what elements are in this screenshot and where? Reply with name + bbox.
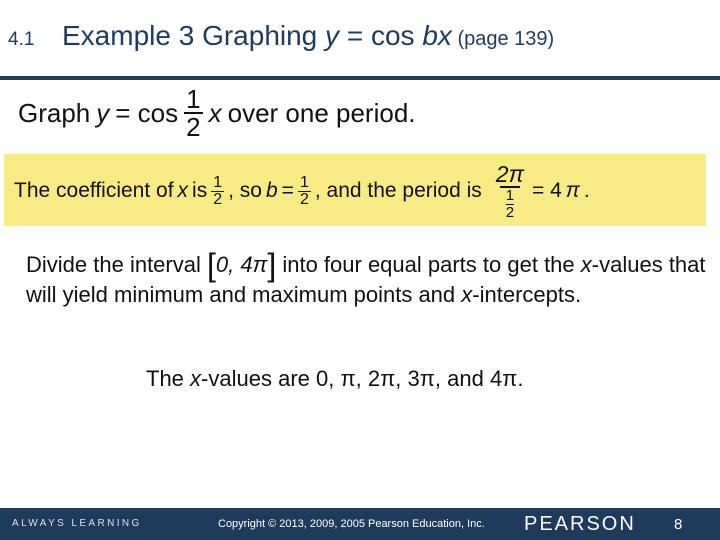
- prompt-fraction-numerator: 1: [186, 84, 201, 114]
- title-y: y: [325, 20, 340, 51]
- pearson-logo: PEARSON: [524, 513, 636, 535]
- para-part3: -values that will yield minimum and maximum points and: [26, 252, 706, 307]
- prompt-fraction: [184, 86, 202, 140]
- prompt-tail: over one period.: [227, 97, 416, 128]
- box-eq: =: [281, 179, 294, 203]
- box-tail: , and the period is: [314, 179, 482, 203]
- period-pi: π: [565, 179, 580, 203]
- header-divider: [0, 76, 720, 80]
- para-part2: into four equal parts to get the: [282, 252, 575, 277]
- interval-body: 0, 4π: [215, 252, 268, 277]
- period-denominator: [500, 186, 520, 221]
- box-is: is: [192, 179, 208, 203]
- title-eq: = cos: [339, 20, 423, 51]
- para-x1: x: [580, 252, 592, 277]
- prompt-eq-cos: = cos: [115, 97, 179, 128]
- box-so: , so: [228, 179, 262, 203]
- prompt-y: y: [96, 97, 110, 128]
- answer-tail: -values are 0, π, 2π, 3π, and 4π.: [201, 366, 524, 391]
- title-lead: Example 3 Graphing: [62, 20, 326, 51]
- copyright-text: Copyright © 2013, 2009, 2005 Pearson Education, Inc.: [218, 518, 485, 530]
- para-part1: Divide the interval: [26, 252, 201, 277]
- footer-bar: [0, 508, 720, 540]
- para-x2: x: [461, 282, 473, 307]
- coefficient-numerator: 1: [213, 173, 223, 191]
- b-fraction: [298, 175, 311, 208]
- coefficient-explanation: [14, 162, 590, 221]
- answer-x: x: [190, 366, 202, 391]
- always-learning-tagline: ALWAYS LEARNING: [12, 518, 142, 529]
- period-result: = 4: [532, 179, 562, 203]
- para-part4: -intercepts.: [472, 282, 582, 307]
- slide-title: [62, 20, 554, 52]
- title-page-ref: (page 139): [451, 28, 555, 50]
- problem-statement: [18, 86, 416, 140]
- interval-notation: [207, 247, 277, 283]
- coefficient-fraction: [211, 175, 224, 208]
- slide-header: [0, 0, 720, 76]
- coefficient-denominator: 2: [213, 190, 223, 208]
- period-fraction: [492, 162, 528, 221]
- period-numerator: 2π: [495, 161, 524, 187]
- period-denominator-denominator: 2: [505, 203, 515, 221]
- b-denominator: 2: [299, 190, 309, 208]
- box-x: x: [177, 179, 189, 203]
- b-numerator: 1: [299, 173, 309, 191]
- period-dot: .: [583, 179, 590, 203]
- title-bx: bx: [422, 20, 452, 51]
- answer-lead: The: [146, 366, 184, 391]
- section-number: 4.1: [8, 29, 35, 50]
- prompt-x: x: [208, 97, 222, 128]
- interval-close-bracket: ]: [267, 247, 277, 283]
- box-b: b: [265, 179, 278, 203]
- prompt-graph: Graph: [18, 97, 91, 128]
- interval-open-bracket: [: [207, 247, 216, 283]
- interval-paragraph: [26, 247, 706, 310]
- box-lead: The coefficient of: [14, 179, 174, 203]
- page-number: 8: [674, 516, 683, 533]
- x-values-answer: [146, 366, 523, 392]
- period-denominator-numerator: 1: [505, 187, 515, 205]
- prompt-fraction-denominator: 2: [186, 112, 201, 142]
